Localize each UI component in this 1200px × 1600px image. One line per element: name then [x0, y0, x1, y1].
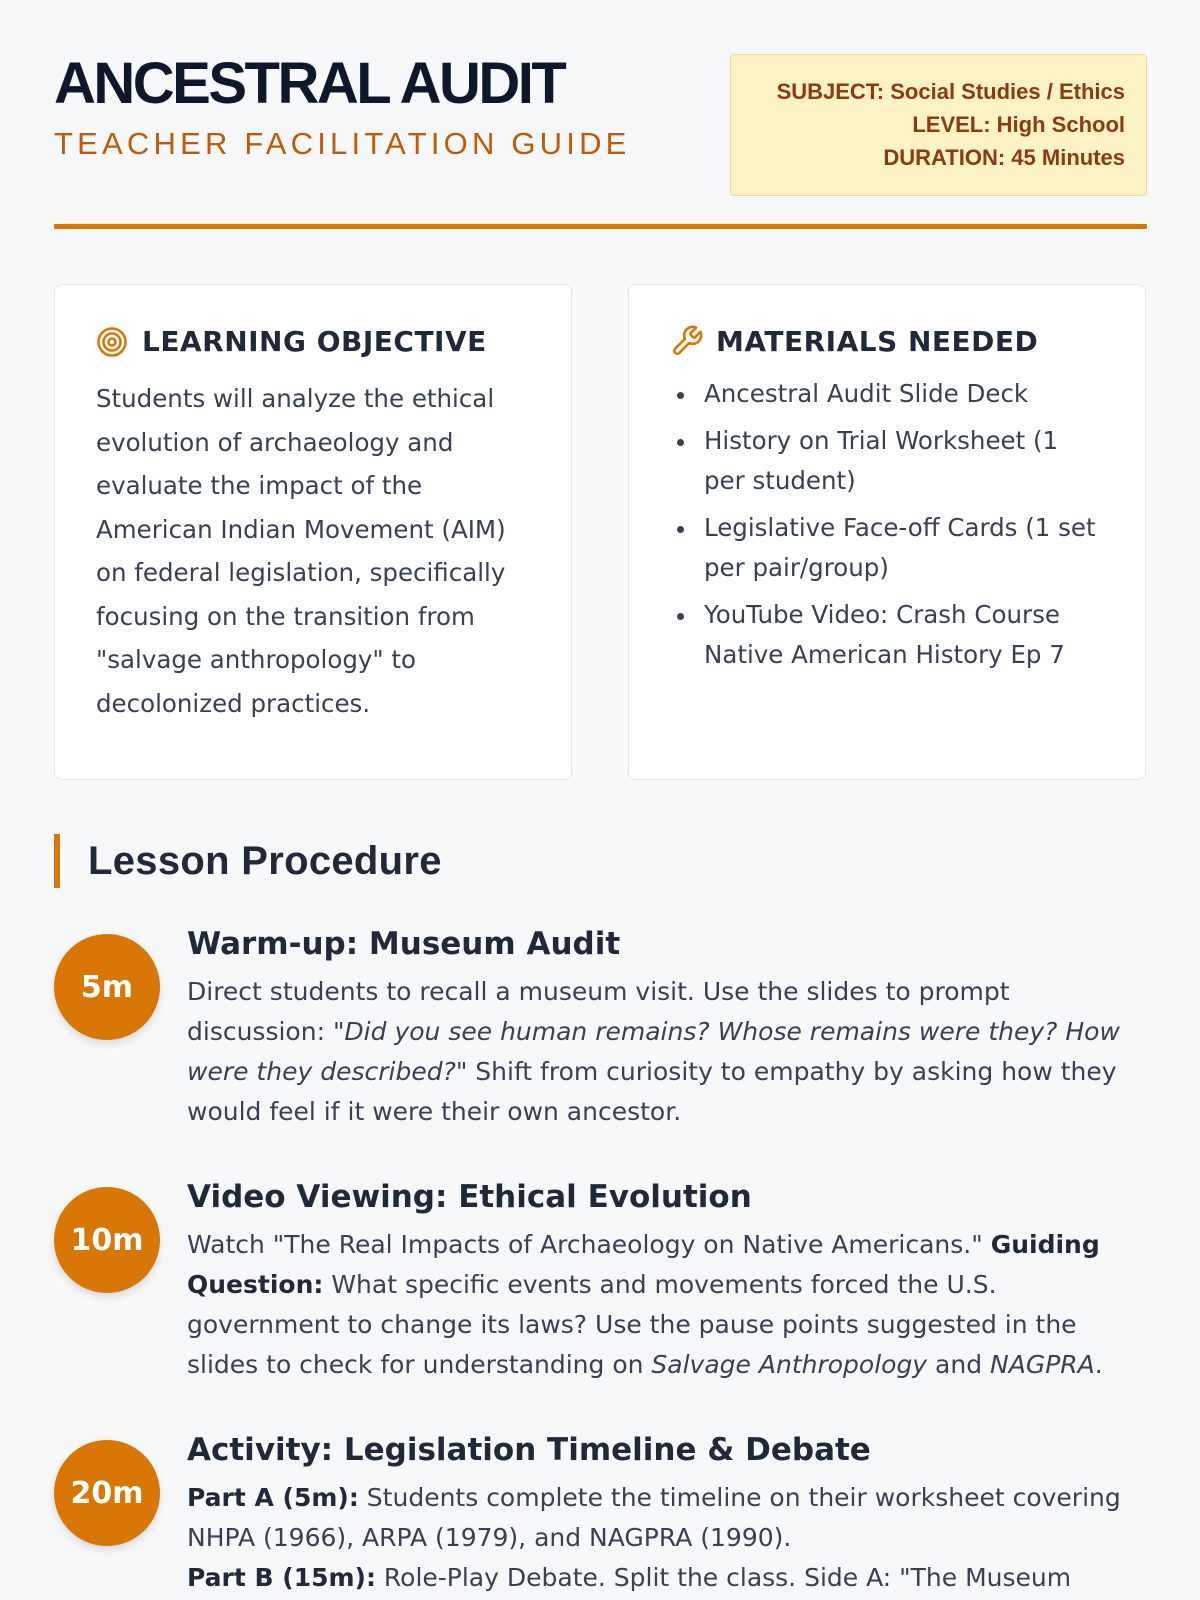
step-description: Direct students to recall a museum visit. Use the slides to prompt discussion: "Did you see human remains? Whose remains were they? How were they described?" Shift from curiosity to empathy by asking how they would feel if it were their own ancestor.	[187, 977, 1120, 1126]
list-item: Legislative Face-off Cards (1 set per pair/group)	[670, 508, 1105, 588]
materials-list	[670, 374, 1105, 675]
wrench-icon	[670, 324, 704, 358]
step-description: Part A (5m): Students complete the timeline on their worksheet covering NHPA (1966), ARPA (1979), and NAGPRA (1990). Part B (15m): Role-Play Debate. Split the class. Side A: "The Museum	[187, 1483, 1121, 1592]
target-icon	[96, 324, 130, 358]
step-title: Activity: Legislation Timeline & Debate	[187, 1432, 871, 1468]
materials-card	[628, 284, 1146, 780]
time-badge: 10m	[54, 1187, 160, 1293]
step-title: Video Viewing: Ethical Evolution	[187, 1179, 752, 1215]
header-divider	[54, 224, 1147, 229]
step-title: Warm-up: Museum Audit	[187, 926, 621, 962]
section-title: Lesson Procedure	[88, 838, 442, 883]
lesson-info-box	[730, 54, 1147, 196]
time-badge: 5m	[54, 934, 160, 1040]
subject-label: SUBJECT: Social Studies / Ethics	[776, 79, 1125, 104]
objective-text: Students will analyze the ethical evolution of archaeology and evaluate the impact of the American Indian Movement (AIM) on federal legislation, specifically focusing on the transition from "salvage anthropology" to decolonized practices.	[96, 384, 506, 718]
list-item: History on Trial Worksheet (1 per student)	[670, 421, 1105, 501]
page-title: ANCESTRAL AUDIT	[54, 51, 565, 116]
level-label: LEVEL: High School	[912, 112, 1125, 137]
header	[54, 0, 1147, 230]
objective-title: LEARNING OBJECTIVE	[142, 324, 487, 358]
duration-label: DURATION: 45 Minutes	[883, 145, 1125, 170]
materials-title: MATERIALS NEEDED	[716, 324, 1039, 358]
learning-objective-card	[54, 284, 572, 780]
step-description: Watch "The Real Impacts of Archaeology on Native Americans." Guiding Question: What specific events and movements forced the U.S. government to change its laws? Use the pause points suggested in the slides to check for understanding on Salvage Anthropology and NAGPRA.	[187, 1230, 1103, 1379]
list-item: Ancestral Audit Slide Deck	[670, 374, 1105, 414]
time-badge: 20m	[54, 1440, 160, 1546]
page-subtitle: TEACHER FACILITATION GUIDE	[54, 126, 631, 161]
list-item: YouTube Video: Crash Course Native American History Ep 7	[670, 595, 1105, 675]
procedure-heading	[54, 834, 442, 888]
